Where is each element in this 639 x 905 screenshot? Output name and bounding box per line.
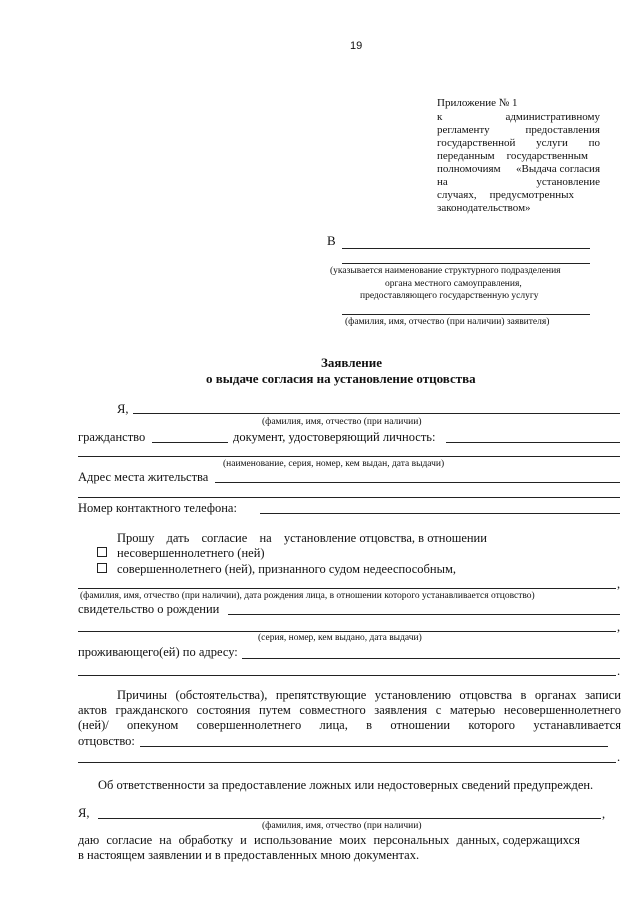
- period: .: [617, 750, 621, 764]
- birth-cert-caption: (серия, номер, кем выдано, дата выдачи): [258, 633, 422, 643]
- consent-line: в настоящем заявлении и в предоставленных мною документах.: [78, 848, 420, 862]
- recipient-field-2[interactable]: [342, 263, 590, 264]
- option-incapable-label: совершеннолетнего (ней), признанного судом недееспособным,: [117, 562, 457, 576]
- residence-field-2[interactable]: [78, 675, 616, 676]
- option-minor-label: несовершеннолетнего (ней): [117, 546, 265, 560]
- appendix-line: полномочиям «Выдача согласия: [437, 163, 600, 175]
- id-document-field[interactable]: [446, 442, 620, 443]
- citizenship-label: гражданство: [78, 430, 146, 444]
- ya-label: Я,: [117, 402, 129, 416]
- address-field-2[interactable]: [78, 497, 620, 498]
- reasons-line: актов гражданского состояния путем совместного заявления с матерью несовершеннолетнего: [78, 703, 621, 717]
- citizenship-field[interactable]: [152, 442, 228, 443]
- appendix-line: к административному: [437, 111, 600, 123]
- comma: ,: [617, 577, 621, 591]
- consent-line: даю согласие на обработку и использование моих персональных данных, содержащихся: [78, 833, 580, 847]
- consent-fio-caption: (фамилия, имя, отчество (при наличии): [262, 821, 422, 831]
- appendix-line: переданным государственным: [437, 150, 588, 162]
- consent-fio-field[interactable]: [98, 818, 601, 819]
- id-document-field-2[interactable]: [78, 456, 620, 457]
- paternity-label: отцовство:: [78, 734, 135, 748]
- phone-field[interactable]: [260, 513, 620, 514]
- appendix-line: регламенту предоставления: [437, 124, 600, 136]
- responsibility-text: Об ответственности за предоставление ложных или недостоверных сведений предупрежден.: [98, 778, 594, 792]
- option-incapable[interactable]: [97, 562, 456, 577]
- address-label: Адрес места жительства: [78, 470, 209, 484]
- reasons-line: (ней)/ опекуном совершеннолетнего лица, в отношении которого устанавливается: [78, 718, 621, 732]
- period: .: [617, 664, 621, 678]
- comma: ,: [617, 620, 621, 634]
- child-fio-field[interactable]: [78, 588, 616, 589]
- applicant-name-field[interactable]: [342, 314, 590, 315]
- document-title: Заявление: [321, 355, 383, 370]
- phone-label: Номер контактного телефона:: [78, 501, 237, 515]
- appendix-line: законодательством»: [437, 202, 531, 214]
- recipient-prefix: В: [327, 233, 336, 248]
- request-line: Прошу дать согласие на установление отцовства, в отношении: [117, 531, 487, 545]
- appendix-line: государственной услуги по: [437, 137, 600, 149]
- reasons-field-2[interactable]: [78, 762, 616, 763]
- fio-caption: (фамилия, имя, отчество (при наличии): [262, 417, 422, 427]
- fio-field[interactable]: [133, 413, 620, 414]
- appendix-line: на установление: [437, 176, 600, 188]
- comma: ,: [602, 807, 606, 821]
- applicant-caption: (фамилия, имя, отчество (при наличии) заявителя): [345, 317, 550, 327]
- address-field[interactable]: [215, 482, 620, 483]
- document-subtitle: о выдаче согласия на установление отцовства: [206, 371, 476, 386]
- ya-label: Я,: [78, 806, 90, 820]
- residence-field[interactable]: [242, 658, 620, 659]
- child-fio-caption: (фамилия, имя, отчество (при наличии), дата рождения лица, в отношении которого устанавливается отцовство): [80, 591, 535, 601]
- appendix-line: случаях, предусмотренных: [437, 189, 575, 201]
- id-document-label: документ, удостоверяющий личность:: [233, 430, 436, 444]
- reasons-line: Причины (обстоятельства), препятствующие установлению отцовства в органах записи: [117, 688, 621, 702]
- birth-cert-field[interactable]: [228, 614, 620, 615]
- appendix-title: Приложение № 1: [437, 97, 518, 109]
- recipient-caption: (указывается наименование структурного подразделения: [330, 266, 561, 276]
- option-minor[interactable]: [97, 546, 265, 561]
- recipient-field[interactable]: [342, 248, 590, 249]
- page-number: 19: [350, 40, 363, 52]
- reasons-field[interactable]: [140, 746, 608, 747]
- checkbox[interactable]: [97, 547, 107, 557]
- residence-label: проживающего(ей) по адресу:: [78, 645, 238, 659]
- id-document-caption: (наименование, серия, номер, кем выдан, дата выдачи): [223, 459, 445, 469]
- birth-cert-label: свидетельство о рождении: [78, 602, 220, 616]
- checkbox[interactable]: [97, 563, 107, 573]
- birth-cert-field-2[interactable]: [78, 631, 616, 632]
- recipient-caption: предоставляющего государственную услугу: [360, 291, 539, 301]
- recipient-caption: органа местного самоуправления,: [385, 279, 522, 289]
